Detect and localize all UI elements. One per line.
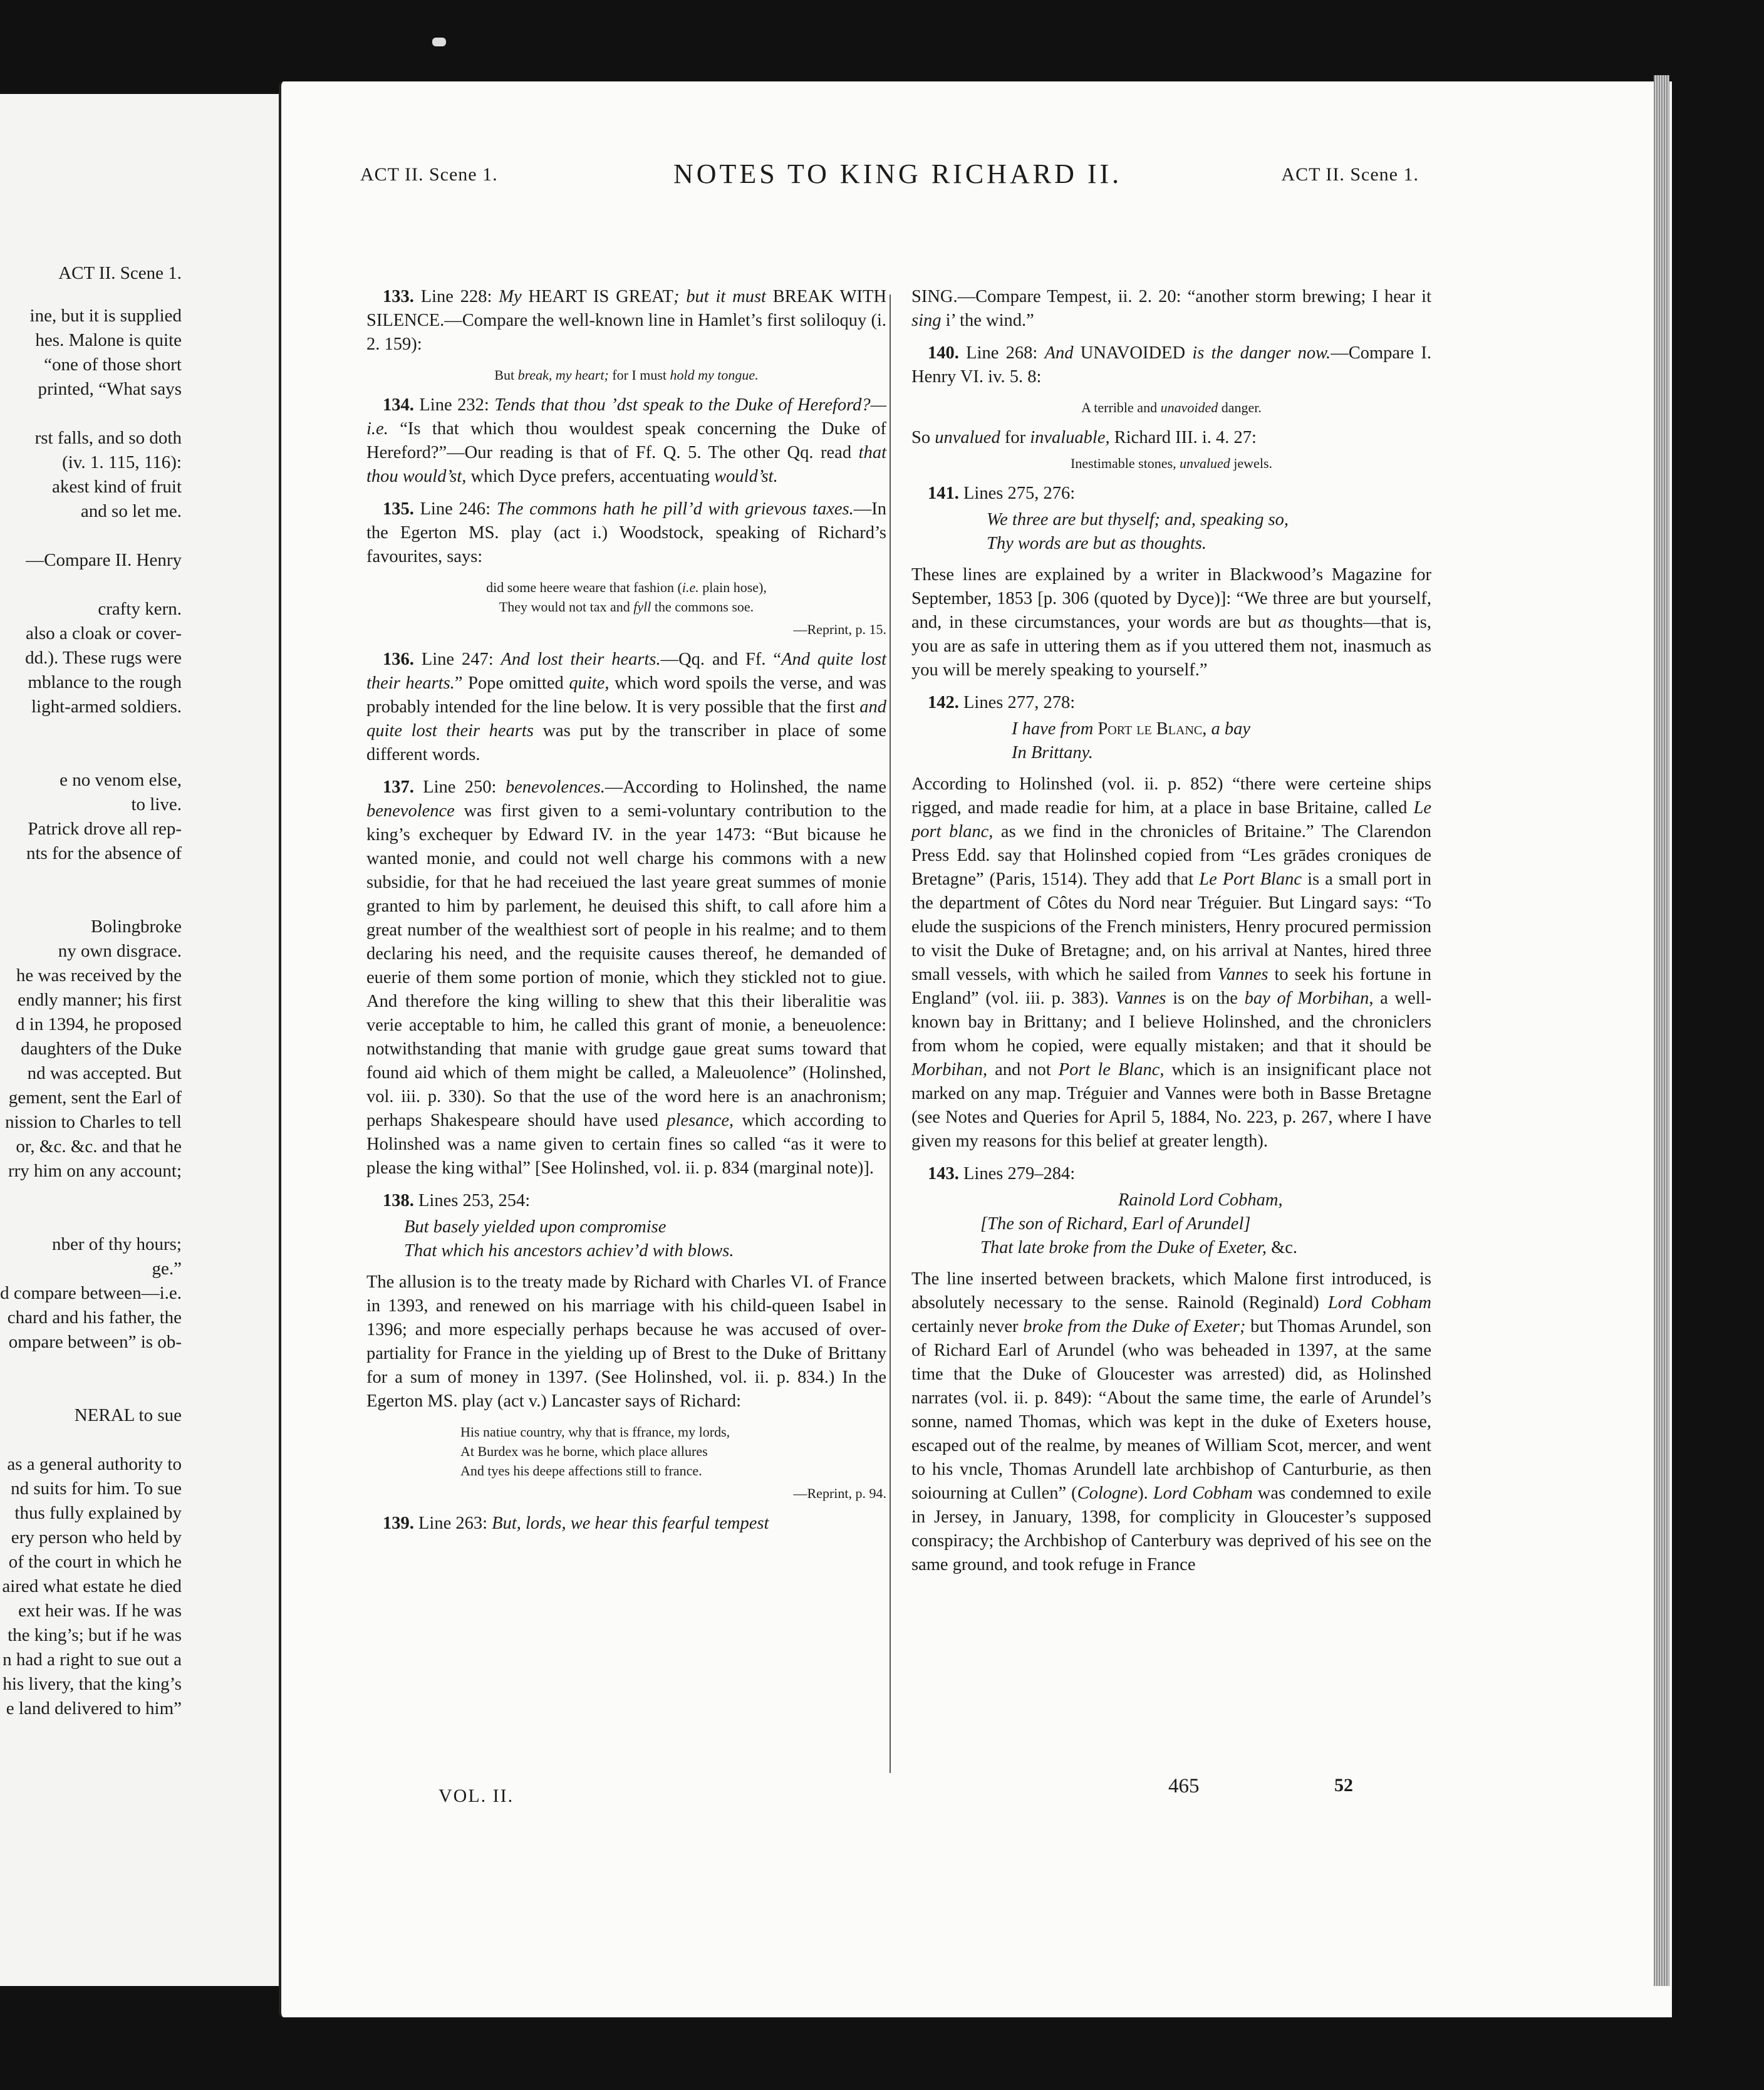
line-ref: Line 228: (420, 287, 492, 306)
note-text: thoughts—that is, you are as safe in uttering them as if you uttered them not, inasmuch as you will be merely speaking to yourself.” (911, 613, 1431, 680)
lemma: But, lords, we hear this fearful tempest (492, 1514, 769, 1533)
attribution: —Reprint, p. 15. (793, 621, 886, 637)
note-142-text (911, 772, 1431, 1153)
note-number: 134. (383, 395, 414, 415)
note-text: i’ the wind.” (945, 311, 1034, 330)
left-page-line: to live. (131, 794, 182, 814)
left-page-line: gement, sent the Earl of (8, 1088, 182, 1108)
note-text: —According to Holinshed, the name (604, 777, 887, 797)
verse-quotation (1012, 717, 1431, 765)
quote-text: They would not tax and (499, 599, 630, 615)
quote-line: At Burdex was he borne, which place allures (460, 1443, 708, 1459)
verse-small-caps: Port le Blanc, (1097, 719, 1207, 739)
left-page-line (0, 573, 182, 597)
note-number: 140. (928, 343, 959, 363)
lemma: Lord Cobham (1327, 1293, 1431, 1313)
left-page-line: Bolingbroke (91, 917, 182, 937)
verse-line: That which his ancestors achiev’d with blows. (404, 1241, 734, 1261)
lemma: Le Port Blanc (1199, 870, 1302, 889)
page-number: 465 (1168, 1775, 1200, 1797)
left-page-line: thus fully explained by (14, 1503, 182, 1523)
quote-italic: fyll (633, 599, 651, 615)
left-page-line (0, 1183, 182, 1208)
lemma-small-caps: BREAK WITH SILENCE (366, 287, 887, 330)
left-page-line: ery person who held by (11, 1527, 182, 1547)
note-text: was condemned to exile in Jersey, in January, 1398, for complicity in Gloucester’s supposed conspiracy; the Archbishop of Canterbury was deprived of his see on the same ground, and took refuge in France (911, 1484, 1432, 1574)
lemma: Morbihan, (911, 1060, 988, 1079)
quote-line: And tyes his deepe affections still to france. (460, 1463, 702, 1479)
quote-text: for I must (612, 367, 667, 383)
left-page-line: chard and his father, the (7, 1308, 182, 1328)
line-ref: Lines 253, 254: (418, 1191, 531, 1210)
left-page-line: e no venom else, (60, 770, 182, 790)
verse-quotation (987, 508, 1431, 556)
line-ref: Line 250: (423, 777, 497, 797)
line-ref: Lines 275, 276: (963, 484, 1076, 503)
note-text: .—Compare the well-known line in Hamlet’s first soliloquy (i. 2. 159): (366, 311, 886, 354)
left-page-line: crafty kern. (98, 599, 182, 619)
left-page-line: and so let me. (80, 501, 182, 521)
lemma: Lord Cobham (1153, 1484, 1253, 1503)
note-text: ). (1138, 1484, 1148, 1503)
note-text: “Is that which thou wouldest speak concerning the Duke of Hereford?”—Our reading is that of Ff. Q. 5. The other Qq. read (366, 419, 887, 462)
note-text: ” Pope omitted (454, 673, 564, 693)
note-text: but Thomas Arundel, son of Richard Earl of Arundel (who was beheaded in 1397, at the same time that the Duke of Gloucester was arrested) did, as Holinshed narrates (vol. ii. p. 849): “About the same time, the earle of Arundel’s sonne, named Thomas, which was kept in the duke of Exeters house, escaped out of the realme, by meanes of William Scot, mercer, and went to his vncle, Thomas Arundell late archbishop of Canturburie, as then soiourning at Cullen” ( (911, 1317, 1431, 1503)
lemma: benevolence (366, 801, 455, 821)
left-page-line: Patrick drove all rep- (28, 819, 182, 839)
verse-quotation (404, 1215, 886, 1263)
lemma: sing (911, 311, 942, 330)
lemma: and quite lost their hearts (366, 697, 887, 741)
verse-line: Rainold Lord Cobham, (1118, 1190, 1283, 1210)
page-edges (1654, 75, 1669, 1986)
left-page-running-head: ACT II. Scene 1. (58, 263, 182, 283)
left-page-line (0, 1379, 182, 1403)
quotation (366, 578, 886, 616)
left-page-line: ompare between” is ob- (8, 1332, 182, 1352)
quotation (366, 365, 886, 385)
left-page-line: also a cloak or cover- (25, 623, 182, 643)
verse-line: But basely yielded upon compromise (404, 1217, 667, 1237)
note-137 (366, 776, 886, 1180)
lemma: And (1044, 343, 1074, 363)
note-133 (366, 285, 886, 356)
note-text: The line inserted between brackets, which Malone first introduced, is absolutely necessary to the sense. Rainold (Reginald) (911, 1269, 1431, 1313)
quote-text: A terrible and (1081, 400, 1158, 415)
note-143-text (911, 1267, 1431, 1577)
verse-line: In Brittany. (1012, 743, 1093, 762)
right-column (911, 285, 1431, 1586)
left-page-line: nts for the absence of (26, 843, 182, 863)
line-ref: Line 268: (966, 343, 1038, 363)
left-page-line: ny own disgrace. (58, 941, 182, 961)
lemma: And quite lost their hearts. (366, 650, 886, 693)
attribution: —Reprint, p. 94. (793, 1485, 886, 1501)
left-page-line (0, 866, 182, 890)
lemma: ; but it must (673, 287, 766, 306)
left-page-line: akest kind of fruit (52, 477, 182, 497)
note-number: 136. (383, 650, 414, 669)
verse-text: &c. (1271, 1238, 1298, 1257)
left-page-line: or, &c. &c. and that he (16, 1136, 182, 1157)
lemma-small-caps: HEART IS GREAT (528, 287, 673, 306)
quote-text: But (494, 367, 515, 383)
note-141 (911, 482, 1431, 506)
left-page-line (0, 524, 182, 548)
note-138 (366, 1189, 886, 1213)
left-page-line: dd.). These rugs were (25, 648, 182, 668)
note-number: 139. (383, 1514, 414, 1533)
left-page-line: nd was accepted. But (27, 1063, 182, 1083)
note-136 (366, 648, 886, 767)
note-number: 135. (383, 499, 414, 519)
quote-text: plain hose), (702, 580, 767, 595)
line-ref: Lines 277, 278: (963, 693, 1076, 712)
left-page-line (0, 1428, 182, 1452)
lemma: as (1278, 613, 1294, 632)
verse-text: That late broke from the Duke of Exeter, (980, 1238, 1267, 1257)
note-number: 142. (928, 693, 959, 712)
note-138-text: The allusion is to the treaty made by Richard with Charles VI. of France in 1393, and renewed on his marriage with his child-queen Isabel in 1396; and more especially perhaps because he was accused of over-partiality for France in the yielding up of Brest to the Duke of Brittany for a sum of money in 1397. (See Holinshed, vol. ii. p. 834.) In the Egerton MS. play (act v.) Lancaster says of Richard: (366, 1272, 886, 1411)
line-ref: Line 246: (420, 499, 491, 519)
lemma: And lost their hearts. (501, 650, 661, 669)
left-page-line: endly manner; his first (18, 990, 182, 1010)
note-text: which is an insignificant place not marked on any map. Tréguier and Vannes were both in Basse Bretagne (see Notes and Queries for April 5, 1884, No. 223, p. 267, where I have given my reasons for this belief at greater length). (911, 1060, 1432, 1151)
left-page-line: he was received by the (16, 965, 182, 985)
left-page-line: aired what estate he died (2, 1576, 182, 1596)
signature-mark: 52 (1334, 1775, 1353, 1796)
note-text: These lines are explained by a writer in Blackwood’s Magazine for September, 1853 [p. 306 (quoted by Dyce)]: “We three are but yourself, and, in these circumstances, your words are but (911, 565, 1431, 632)
lemma: is the danger now. (1192, 343, 1331, 363)
verse-line: We three are but thyself; and, speaking so, (987, 510, 1289, 529)
lemma: would’st. (714, 467, 778, 486)
left-page-line: daughters of the Duke (21, 1039, 182, 1059)
note-number: 133. (383, 287, 414, 306)
left-page-line: as a general authority to (7, 1454, 182, 1474)
lemma: quite, (569, 673, 610, 693)
quote-italic: hold my tongue. (670, 367, 759, 383)
lemma: My (499, 287, 522, 306)
lemma: The commons hath he pill’d with grievous taxes. (496, 499, 854, 519)
lemma: benevolences. (505, 777, 605, 797)
left-page-line: of the court in which he (8, 1552, 182, 1572)
lemma: plesance, (667, 1111, 734, 1130)
line-ref: Line 263: (418, 1514, 488, 1533)
lemma: Vannes (1115, 989, 1166, 1008)
quote-italic: unvalued (1180, 455, 1230, 471)
note-139-continued (911, 285, 1431, 333)
note-134 (366, 393, 886, 489)
lemma-small-caps: UNAVOIDED (1080, 343, 1186, 363)
note-number: 138. (383, 1191, 414, 1210)
quotation (366, 1422, 886, 1480)
scan-speck (432, 38, 446, 46)
left-page-line: nd suits for him. To sue (11, 1479, 182, 1499)
running-head-left: ACT II. Scene 1. (360, 164, 498, 185)
quote-text: jewels. (1233, 455, 1272, 471)
left-page-line (0, 402, 182, 426)
left-page-line: n had a right to sue out a (3, 1650, 182, 1670)
lemma: broke from the Duke of Exeter; (1023, 1317, 1246, 1336)
left-page-line: light-armed soldiers. (31, 697, 182, 717)
note-number: 141. (928, 484, 959, 503)
lemma: Vannes (1217, 965, 1269, 984)
quote-text: the commons soe. (654, 599, 754, 615)
left-page-line (0, 1354, 182, 1379)
lemma: Le port blanc, (911, 798, 1432, 841)
note-text: was first given to a semi-voluntary contribution to the king’s exchequer by Edward IV. in the year 1473: “But bicause he wanted monie, and could not well charge his commons with a new subsidie, for that he had receiued the last yeare great summes of monie granted to him by parlement, he deuised this shift, to call afore him a great number of the wealthiest sort of people in his realme; and to them declaring his need, and the requisite causes thereof, he demanded of euerie of them some portion of monie, which they stickled not to giue. And therefore the king willing to shew that this their liberalitie was verie acceptable to him, he called this grant of monie, a beneuolence: notwithstanding that manie with grudge gaue great sums toward that found aid which of them might be called, a Maleuolence” (Holinshed, vol. iii. p. 330). So that the use of the word here is an anachronism; perhaps Shakespeare should have used (366, 801, 887, 1130)
left-page-line: ge.” (152, 1259, 182, 1279)
verse-line: [The son of Richard, Earl of Arundel] (980, 1214, 1251, 1234)
quote-text: danger. (1221, 400, 1262, 415)
note-text: .—Compare Tempest, ii. 2. 20: “another storm brewing; I hear it (953, 287, 1431, 306)
verse-line: Thy words are but as thoughts. (987, 534, 1207, 553)
lemma: Port le Blanc, (1058, 1060, 1165, 1079)
left-page-line: hes. Malone is quite (35, 330, 182, 350)
lemma: bay of Morbihan, (1244, 989, 1374, 1008)
volume-label: VOL. II. (438, 1786, 514, 1806)
note-135 (366, 497, 886, 569)
note-text: as we find in the chronicles of Britaine.” The Clarendon Press Edd. say that Holinshed copied from “Les grādes croniques de Bretagne” (Paris, 1514). They add that (911, 822, 1432, 889)
quote-italic: break, my heart; (517, 367, 609, 383)
note-143 (911, 1162, 1431, 1186)
left-page-line: rry him on any account; (8, 1161, 182, 1181)
left-page-line: d in 1394, he proposed (16, 1014, 182, 1034)
left-page-line: mblance to the rough (28, 672, 182, 692)
left-page-line: nission to Charles to tell (5, 1112, 182, 1132)
line-ref: Line 247: (421, 650, 494, 669)
line-ref: Lines 279–284: (963, 1164, 1076, 1183)
note-text: was put by the transcriber in place of some different words. (366, 721, 886, 764)
lemma: Cologne (1077, 1484, 1138, 1503)
note-140 (911, 341, 1431, 389)
left-page-line: his livery, that the king’s (3, 1674, 182, 1694)
quote-line: His natiue country, why that is ffrance, my lords, (460, 1424, 730, 1440)
running-head-title: NOTES TO KING RICHARD II. (673, 159, 1123, 189)
left-page-line (0, 719, 182, 744)
note-text: for (1004, 428, 1026, 447)
left-page-line: printed, “What says (38, 379, 182, 399)
note-number: 137. (383, 777, 414, 797)
left-page-line: ext heir was. If he was (18, 1601, 182, 1621)
quote-italic: i.e. (682, 580, 699, 595)
quotation (911, 454, 1431, 473)
left-facing-page (0, 94, 294, 1986)
left-page-line: NERAL to sue (74, 1405, 182, 1425)
left-page-line: (iv. 1. 115, 116): (62, 452, 182, 472)
left-page-line: ine, but it is supplied (29, 306, 182, 326)
lemma: Tends that thou ’dst speak to the Duke of Hereford?—i.e. (366, 395, 887, 439)
note-text: and not (995, 1060, 1051, 1079)
left-page-text (0, 304, 182, 1721)
note-text: which Dyce prefers, accentuating (470, 467, 710, 486)
note-text: is a small port in the department of Côtes du Nord near Tréguier. But Lingard says: “To elude the suspicions of the French ministers, Henry procured permission to visit the Duke of Bretagne; and, on his arrival at Nantes, hired three small vessels, with which he sailed from (911, 870, 1431, 984)
left-column (366, 285, 886, 1544)
left-page-line (0, 744, 182, 768)
note-text: —Qq. and Ff. “ (660, 650, 782, 669)
note-text: is on the (1173, 989, 1238, 1008)
note-text: So (911, 428, 931, 447)
left-page-line: —Compare II. Henry (26, 550, 182, 570)
note-text: which word spoils the verse, and was probably intended for the line below. It is very possible that the first (366, 673, 887, 717)
left-page-line: nber of thy hours; (52, 1234, 182, 1254)
note-number: 143. (928, 1164, 959, 1183)
verse-text: I have from (1012, 719, 1094, 739)
quote-text: did some heere weare that fashion ( (486, 580, 682, 595)
note-text: —Compare I. Henry VI. iv. 5. 8: (911, 343, 1432, 387)
left-page-line: the king’s; but if he was (8, 1625, 182, 1645)
note-text: a well-known bay in Brittany; and I believe Holinshed, and the chroniclers from whom he copied, were equally mistaken; and that it should be (911, 989, 1432, 1056)
verse-text: a bay (1211, 719, 1251, 739)
note-text: Richard III. i. 4. 27: (1114, 428, 1257, 447)
left-page-line (0, 890, 182, 915)
left-page-line: d compare between—i.e. (0, 1283, 182, 1303)
quote-italic: unavoided (1160, 400, 1218, 415)
note-139 (366, 1512, 886, 1536)
column-rule (890, 294, 891, 1773)
running-head (279, 158, 1669, 195)
verse-quotation (980, 1188, 1431, 1260)
lemma: that thou would’st, (366, 443, 886, 486)
left-page-line (0, 1208, 182, 1232)
note-text: According to Holinshed (vol. ii. p. 852) “there were certeine ships rigged, and made readie for him, at a place in base Britaine, called (911, 774, 1431, 818)
lemma-small-caps: SING (911, 287, 953, 306)
line-ref: Line 232: (419, 395, 489, 415)
note-text: —In the Egerton MS. play (act i.) Woodstock, speaking of Richard’s favourites, says: (366, 499, 887, 566)
quote-text: Inestimable stones, (1071, 455, 1176, 471)
note-text: to seek his fortune in England” (vol. iii. p. 383). (911, 965, 1431, 1008)
note-text: certainly never (911, 1317, 1019, 1336)
left-page-line: “one of those short (44, 355, 182, 375)
lemma: invaluable, (1030, 428, 1110, 447)
note-text: which according to Holinshed was a name given to certain fines so called “as it were to please the king withal” [See Holinshed, vol. ii. p. 834 (marginal note)]. (366, 1111, 886, 1178)
note-141-text (911, 563, 1431, 682)
note-142 (911, 691, 1431, 715)
left-page-line: rst falls, and so doth (34, 428, 182, 448)
lemma: unvalued (935, 428, 1000, 447)
running-head-right: ACT II. Scene 1. (1281, 164, 1419, 185)
quotation (911, 398, 1431, 417)
left-page-line: e land delivered to him” (6, 1698, 182, 1718)
note-140-text (911, 426, 1431, 450)
